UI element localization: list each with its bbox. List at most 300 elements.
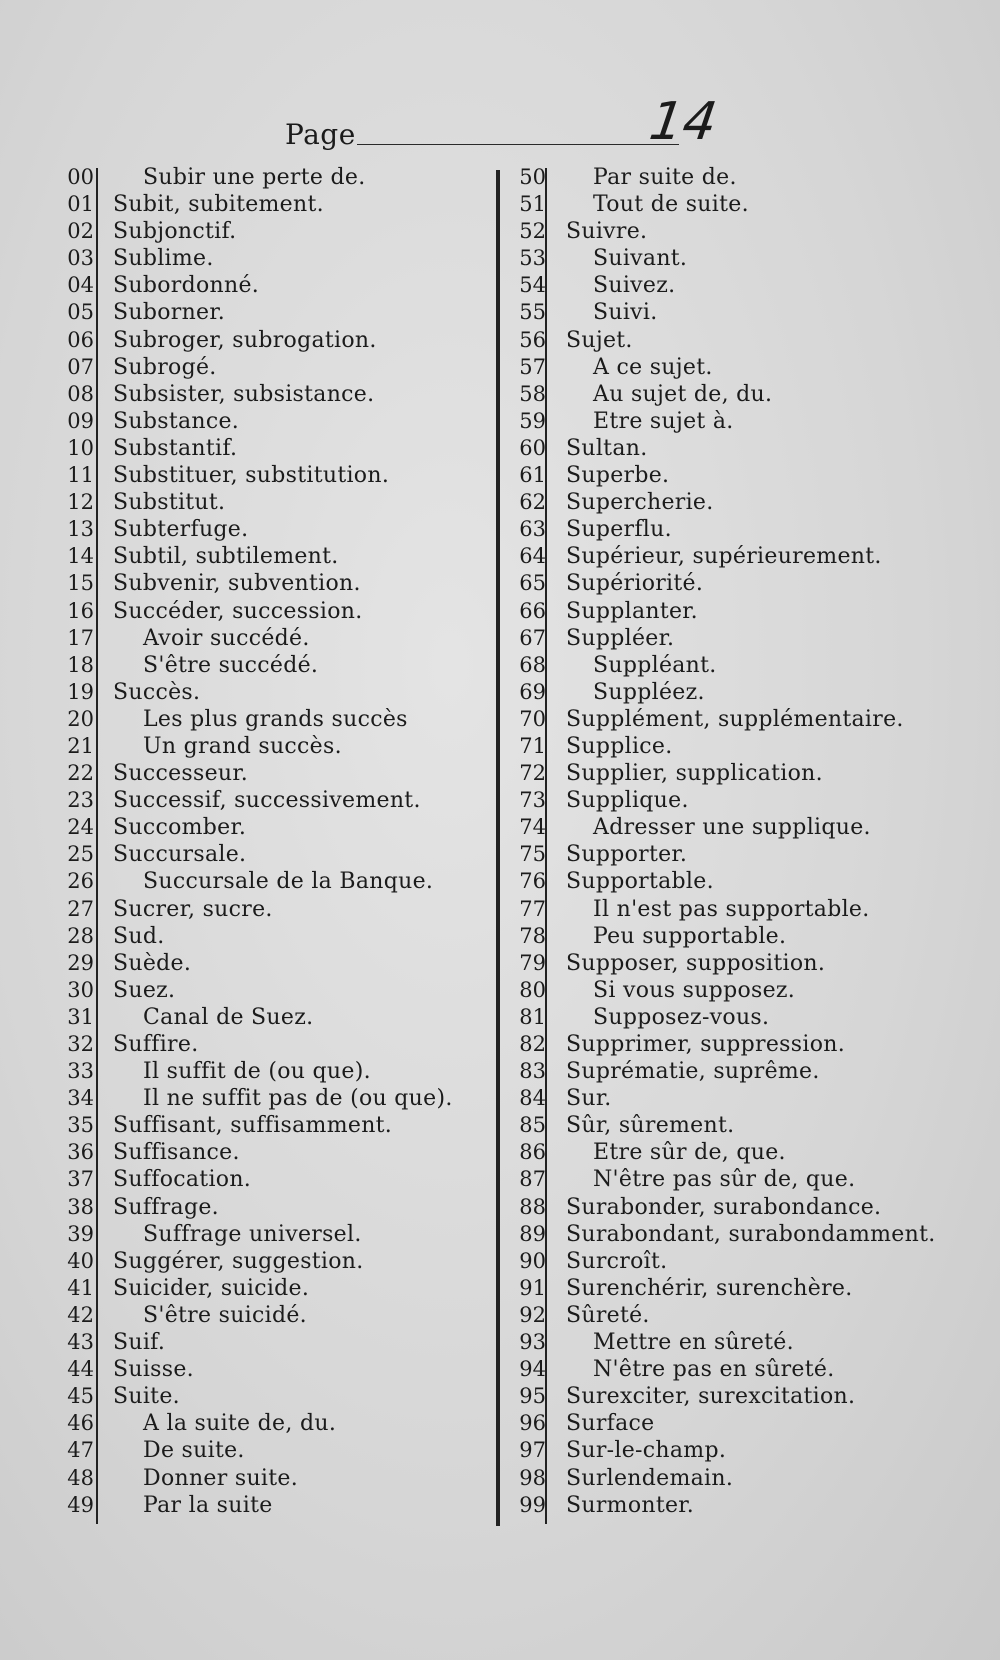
entry-text: Etre sujet à. xyxy=(593,408,734,434)
entry-text: Suffrage universel. xyxy=(143,1221,362,1247)
list-item xyxy=(500,1194,950,1221)
entry-number: 81 xyxy=(519,1004,546,1029)
entry-number: 53 xyxy=(519,246,546,271)
entry-number: 89 xyxy=(519,1221,546,1246)
entry-text: Il ne suffit pas de (ou que). xyxy=(143,1086,453,1112)
entry-text: Supplice. xyxy=(566,733,673,759)
list-item xyxy=(50,1221,490,1248)
entry-number: 87 xyxy=(519,1167,546,1192)
entry-number: 82 xyxy=(519,1032,546,1056)
entry-text: Il n'est pas supportable. xyxy=(593,896,870,922)
entry-number: 54 xyxy=(519,273,546,298)
entry-text: Subjonctif. xyxy=(113,219,237,245)
list-item xyxy=(50,1329,490,1356)
list-item xyxy=(50,1058,490,1085)
list-item xyxy=(500,1383,950,1410)
list-item xyxy=(500,462,950,489)
entry-number: 40 xyxy=(67,1248,94,1273)
list-item xyxy=(500,977,950,1004)
entry-text: Subroger, subrogation. xyxy=(113,327,377,353)
list-item xyxy=(50,354,490,381)
entry-number: 49 xyxy=(67,1492,94,1517)
entry-text: Suggérer, suggestion. xyxy=(113,1248,364,1274)
entry-text: Un grand succès. xyxy=(143,733,342,759)
entry-text: Au sujet de, du. xyxy=(593,381,773,407)
list-item xyxy=(500,652,950,679)
list-item xyxy=(500,299,950,326)
entry-number: 98 xyxy=(519,1465,546,1490)
entry-number: 26 xyxy=(67,869,94,894)
list-item xyxy=(500,733,950,760)
entry-text: Subit, subitement. xyxy=(113,192,324,218)
entry-text: Subsister, subsistance. xyxy=(113,381,375,407)
list-item xyxy=(500,272,950,299)
entry-number: 36 xyxy=(67,1140,94,1165)
entry-number: 50 xyxy=(519,165,546,189)
entry-number: 19 xyxy=(67,679,94,704)
entry-text: Suède. xyxy=(113,950,192,976)
entry-text: Sûreté. xyxy=(566,1302,650,1328)
entry-number: 57 xyxy=(519,354,546,379)
entry-number: 94 xyxy=(519,1357,546,1382)
list-item xyxy=(500,814,950,841)
entry-text: Donner suite. xyxy=(143,1465,298,1491)
entry-number: 00 xyxy=(67,165,94,189)
entry-text: Suppléez. xyxy=(593,679,705,705)
list-item xyxy=(500,1302,950,1329)
entry-number: 88 xyxy=(519,1194,546,1219)
list-item xyxy=(50,1194,490,1221)
list-item xyxy=(50,896,490,923)
entry-text: Suite. xyxy=(113,1384,180,1410)
list-item xyxy=(500,787,950,814)
list-item xyxy=(500,679,950,706)
entry-number: 47 xyxy=(67,1438,94,1463)
entry-text: Par la suite xyxy=(143,1492,273,1518)
entry-number: 01 xyxy=(67,192,94,217)
entry-number: 79 xyxy=(519,950,546,975)
entry-text: Tout de suite. xyxy=(593,192,749,218)
entry-text: Suisse. xyxy=(113,1357,194,1383)
list-item xyxy=(500,598,950,625)
entry-text: Suffocation. xyxy=(113,1167,252,1193)
list-item xyxy=(500,625,950,652)
list-item xyxy=(500,245,950,272)
list-item xyxy=(500,896,950,923)
entry-number: 43 xyxy=(67,1330,94,1355)
list-item xyxy=(500,868,950,895)
entry-text: Supporter. xyxy=(566,842,688,868)
list-item xyxy=(50,706,490,733)
entry-text: Suppléer. xyxy=(566,625,675,651)
list-item xyxy=(500,1085,950,1112)
entry-number: 59 xyxy=(519,408,546,433)
list-item xyxy=(500,1437,950,1464)
entry-number: 80 xyxy=(519,977,546,1002)
entry-number: 10 xyxy=(67,435,94,460)
entry-number: 56 xyxy=(519,327,546,352)
right-column xyxy=(500,164,950,1519)
entry-text: Si vous supposez. xyxy=(593,977,796,1003)
entry-number: 34 xyxy=(67,1086,94,1111)
entry-number: 51 xyxy=(519,192,546,217)
list-item xyxy=(50,760,490,787)
entry-number: 92 xyxy=(519,1302,546,1327)
list-item xyxy=(500,1329,950,1356)
entry-text: Etre sûr de, que. xyxy=(593,1140,786,1166)
entry-number: 90 xyxy=(519,1248,546,1273)
entry-text: Canal de Suez. xyxy=(143,1004,314,1030)
list-item xyxy=(50,977,490,1004)
list-item xyxy=(50,1166,490,1193)
header-rule xyxy=(357,144,679,145)
entry-text: N'être pas sûr de, que. xyxy=(593,1167,856,1193)
entry-text: Supplément, supplémentaire. xyxy=(566,706,904,732)
entry-text: De suite. xyxy=(143,1438,245,1464)
entry-text: Successif, successivement. xyxy=(113,788,421,814)
entry-number: 39 xyxy=(67,1221,94,1246)
entry-text: Substantif. xyxy=(113,435,238,461)
list-item xyxy=(50,1356,490,1383)
list-item xyxy=(50,787,490,814)
list-item xyxy=(500,408,950,435)
entry-number: 66 xyxy=(519,598,546,623)
entry-number: 24 xyxy=(67,815,94,840)
list-item xyxy=(500,841,950,868)
list-item xyxy=(50,652,490,679)
entry-number: 65 xyxy=(519,571,546,596)
entry-text: Superbe. xyxy=(566,463,670,489)
entry-number: 61 xyxy=(519,463,546,488)
entry-text: Succomber. xyxy=(113,815,247,841)
list-item xyxy=(50,1248,490,1275)
list-item xyxy=(50,164,490,191)
list-item xyxy=(50,1085,490,1112)
list-item xyxy=(500,1031,950,1058)
entry-text: Subir une perte de. xyxy=(143,165,366,190)
entry-number: 44 xyxy=(67,1357,94,1382)
entry-number: 60 xyxy=(519,435,546,460)
entry-text: Surface xyxy=(566,1411,655,1437)
entry-number: 09 xyxy=(67,408,94,433)
list-item xyxy=(50,408,490,435)
entry-number: 77 xyxy=(519,896,546,921)
entry-text: Supportable. xyxy=(566,869,714,895)
entry-text: Subordonné. xyxy=(113,273,260,299)
entry-number: 14 xyxy=(67,544,94,569)
entry-text: Supplanter. xyxy=(566,598,698,624)
list-item xyxy=(50,733,490,760)
entry-number: 93 xyxy=(519,1330,546,1355)
handwritten-page-number: 14 xyxy=(645,92,721,152)
list-item xyxy=(50,1465,490,1492)
entry-number: 42 xyxy=(67,1302,94,1327)
entry-number: 33 xyxy=(67,1059,94,1084)
entry-number: 25 xyxy=(67,842,94,867)
list-item xyxy=(500,381,950,408)
entry-number: 58 xyxy=(519,381,546,406)
entry-number: 96 xyxy=(519,1411,546,1436)
entry-number: 64 xyxy=(519,544,546,569)
list-item xyxy=(500,1410,950,1437)
entry-text: Suffisant, suffisamment. xyxy=(113,1113,393,1139)
entry-number: 32 xyxy=(67,1032,94,1056)
page-label: Page xyxy=(285,118,356,151)
list-item xyxy=(50,245,490,272)
list-item xyxy=(500,435,950,462)
entry-number: 68 xyxy=(519,652,546,677)
entry-text: Suivre. xyxy=(566,219,648,245)
list-item xyxy=(50,841,490,868)
entry-text: Suffisance. xyxy=(113,1140,240,1166)
list-item xyxy=(500,1275,950,1302)
entry-number: 97 xyxy=(519,1438,546,1463)
entry-text: Il suffit de (ou que). xyxy=(143,1059,371,1085)
list-item xyxy=(50,1410,490,1437)
list-item xyxy=(50,1031,490,1058)
list-item xyxy=(50,516,490,543)
list-item xyxy=(50,299,490,326)
entry-number: 86 xyxy=(519,1140,546,1165)
entry-text: Sûr, sûrement. xyxy=(566,1113,735,1139)
list-item xyxy=(500,1112,950,1139)
entry-number: 05 xyxy=(67,300,94,325)
entry-text: Suppléant. xyxy=(593,652,717,678)
list-item xyxy=(50,950,490,977)
entry-number: 55 xyxy=(519,300,546,325)
entry-number: 83 xyxy=(519,1059,546,1084)
list-item xyxy=(500,489,950,516)
entry-number: 69 xyxy=(519,679,546,704)
entry-number: 45 xyxy=(67,1384,94,1409)
list-item xyxy=(50,327,490,354)
entry-text: Mettre en sûreté. xyxy=(593,1330,794,1356)
entry-text: Supposer, supposition. xyxy=(566,950,826,976)
entry-number: 72 xyxy=(519,761,546,786)
entry-number: 07 xyxy=(67,354,94,379)
list-item xyxy=(50,1383,490,1410)
entry-text: Successeur. xyxy=(113,761,249,787)
entry-number: 67 xyxy=(519,625,546,650)
entry-text: Surlendemain. xyxy=(566,1465,734,1491)
entry-text: Surmonter. xyxy=(566,1492,694,1518)
entry-text: Supplique. xyxy=(566,788,689,814)
list-item xyxy=(50,1437,490,1464)
entry-text: Succursale de la Banque. xyxy=(143,869,434,895)
list-item xyxy=(500,1221,950,1248)
list-item xyxy=(50,1275,490,1302)
list-item xyxy=(50,272,490,299)
entry-number: 22 xyxy=(67,761,94,786)
list-item xyxy=(50,381,490,408)
entry-text: Sud. xyxy=(113,923,165,949)
list-item xyxy=(500,950,950,977)
entry-number: 31 xyxy=(67,1004,94,1029)
list-item xyxy=(500,1058,950,1085)
entry-number: 35 xyxy=(67,1113,94,1138)
list-item xyxy=(50,191,490,218)
entry-number: 02 xyxy=(67,219,94,244)
entry-number: 52 xyxy=(519,219,546,244)
entry-text: A la suite de, du. xyxy=(143,1411,337,1437)
entry-number: 20 xyxy=(67,706,94,731)
entry-number: 29 xyxy=(67,950,94,975)
entry-text: Par suite de. xyxy=(593,165,737,190)
entry-text: Succéder, succession. xyxy=(113,598,363,624)
entry-text: Avoir succédé. xyxy=(143,625,310,651)
entry-number: 71 xyxy=(519,733,546,758)
entry-text: Suborner. xyxy=(113,300,226,326)
list-item xyxy=(500,923,950,950)
list-item xyxy=(50,462,490,489)
list-item xyxy=(500,354,950,381)
entry-text: Supplier, supplication. xyxy=(566,761,823,787)
entry-text: Suffire. xyxy=(113,1032,199,1057)
list-item xyxy=(50,1302,490,1329)
entry-number: 30 xyxy=(67,977,94,1002)
entry-text: Suivi. xyxy=(593,300,658,326)
list-item xyxy=(500,1139,950,1166)
entry-text: Suivez. xyxy=(593,273,676,299)
list-item xyxy=(50,543,490,570)
entry-number: 76 xyxy=(519,869,546,894)
entry-number: 48 xyxy=(67,1465,94,1490)
entry-text: Supérieur, supérieurement. xyxy=(566,544,882,570)
entry-text: Subterfuge. xyxy=(113,517,249,543)
list-item xyxy=(500,760,950,787)
entry-text: Substance. xyxy=(113,408,240,434)
list-item xyxy=(500,570,950,597)
list-item xyxy=(50,435,490,462)
list-item xyxy=(500,1492,950,1519)
list-item xyxy=(500,543,950,570)
entry-text: Surcroît. xyxy=(566,1248,668,1274)
entry-number: 37 xyxy=(67,1167,94,1192)
entry-number: 28 xyxy=(67,923,94,948)
entry-text: Sujet. xyxy=(566,327,633,353)
entry-number: 70 xyxy=(519,706,546,731)
entry-text: Sur-le-champ. xyxy=(566,1438,727,1464)
entry-text: Suif. xyxy=(113,1330,166,1356)
list-item xyxy=(50,923,490,950)
entry-number: 62 xyxy=(519,490,546,515)
entry-number: 15 xyxy=(67,571,94,596)
entry-text: Suivant. xyxy=(593,246,688,272)
list-item xyxy=(50,489,490,516)
entry-text: Peu supportable. xyxy=(593,923,787,949)
entry-number: 23 xyxy=(67,788,94,813)
entry-number: 27 xyxy=(67,896,94,921)
entry-text: Sublime. xyxy=(113,246,214,272)
entry-number: 13 xyxy=(67,517,94,542)
entry-text: A ce sujet. xyxy=(593,354,713,380)
entry-number: 18 xyxy=(67,652,94,677)
entry-text: Substitut. xyxy=(113,490,226,516)
list-item xyxy=(50,1004,490,1031)
list-item xyxy=(50,1112,490,1139)
entry-text: Supériorité. xyxy=(566,571,704,597)
list-item xyxy=(50,814,490,841)
list-item xyxy=(500,1004,950,1031)
entry-text: Surabondant, surabondamment. xyxy=(566,1221,936,1247)
list-item xyxy=(50,218,490,245)
list-item xyxy=(50,1139,490,1166)
entry-text: Sultan. xyxy=(566,435,648,461)
list-item xyxy=(50,625,490,652)
entry-number: 11 xyxy=(67,463,94,488)
entry-text: Suicider, suicide. xyxy=(113,1275,310,1301)
entry-text: Adresser une supplique. xyxy=(593,815,871,841)
entry-number: 95 xyxy=(519,1384,546,1409)
entry-text: Surenchérir, surenchère. xyxy=(566,1275,853,1301)
entry-text: Succursale. xyxy=(113,842,247,868)
list-item xyxy=(500,164,950,191)
entry-text: N'être pas en sûreté. xyxy=(593,1357,835,1383)
list-item xyxy=(50,679,490,706)
entry-number: 74 xyxy=(519,815,546,840)
list-item xyxy=(50,598,490,625)
entry-text: S'être succédé. xyxy=(143,652,319,678)
entry-number: 17 xyxy=(67,625,94,650)
entry-text: Subrogé. xyxy=(113,354,217,380)
entry-text: Surabonder, surabondance. xyxy=(566,1194,882,1220)
left-column xyxy=(50,164,490,1519)
entry-number: 91 xyxy=(519,1275,546,1300)
entry-text: Supercherie. xyxy=(566,490,714,516)
list-item xyxy=(500,191,950,218)
entry-number: 41 xyxy=(67,1275,94,1300)
entry-text: Succès. xyxy=(113,679,201,705)
entry-text: Suffrage. xyxy=(113,1194,219,1220)
entry-text: S'être suicidé. xyxy=(143,1302,307,1328)
entry-number: 46 xyxy=(67,1411,94,1436)
entry-text: Supprimer, suppression. xyxy=(566,1032,846,1057)
list-item xyxy=(500,1465,950,1492)
entry-text: Supposez-vous. xyxy=(593,1004,770,1030)
entry-text: Sur. xyxy=(566,1086,612,1112)
entry-text: Sucrer, sucre. xyxy=(113,896,273,922)
entry-number: 73 xyxy=(519,788,546,813)
entry-text: Suez. xyxy=(113,977,176,1003)
entry-number: 12 xyxy=(67,490,94,515)
entry-text: Superflu. xyxy=(566,517,672,543)
entry-number: 03 xyxy=(67,246,94,271)
entry-text: Les plus grands succès xyxy=(143,706,408,732)
entry-number: 38 xyxy=(67,1194,94,1219)
list-item xyxy=(50,570,490,597)
entry-number: 04 xyxy=(67,273,94,298)
entry-number: 21 xyxy=(67,733,94,758)
list-item xyxy=(50,1492,490,1519)
list-item xyxy=(500,1166,950,1193)
entry-number: 85 xyxy=(519,1113,546,1138)
entry-text: Subvenir, subvention. xyxy=(113,571,361,597)
entry-number: 16 xyxy=(67,598,94,623)
entry-number: 84 xyxy=(519,1086,546,1111)
entry-text: Suprématie, suprême. xyxy=(566,1059,820,1085)
list-item xyxy=(500,1248,950,1275)
list-item xyxy=(500,706,950,733)
entry-number: 75 xyxy=(519,842,546,867)
entry-number: 78 xyxy=(519,923,546,948)
list-item xyxy=(50,868,490,895)
entry-number: 06 xyxy=(67,327,94,352)
entry-text: Surexciter, surexcitation. xyxy=(566,1384,856,1410)
list-item xyxy=(500,218,950,245)
page-header xyxy=(285,92,721,160)
entry-number: 99 xyxy=(519,1492,546,1517)
list-item xyxy=(500,327,950,354)
